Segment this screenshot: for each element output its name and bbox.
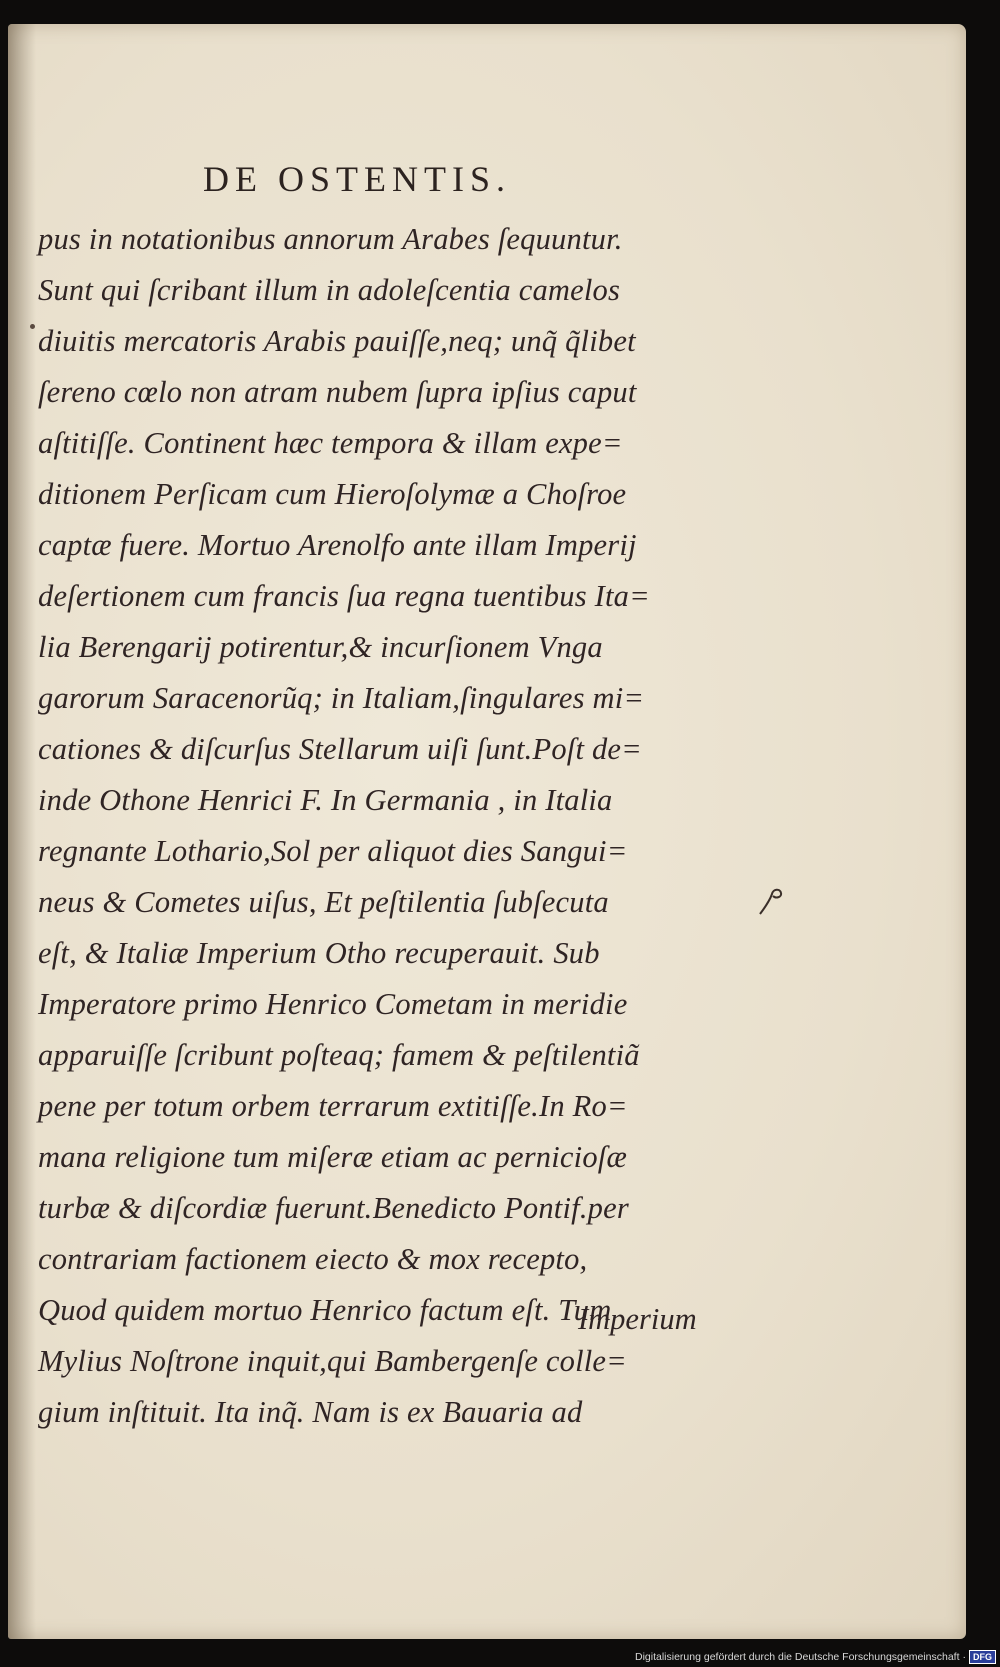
text-line: ditionem Perſicam cum Hieroſolymæ a Choſroe [38, 477, 627, 511]
text-line: inde Othone Henrici F. In Germania , in Italia [38, 783, 613, 817]
text-line: diuitis mercatoris Arabis pauiſſe,neq; unq̃ q̃libet [38, 324, 636, 358]
footer-text: Digitalisierung gefördert durch die Deutsche Forschungsgemeinschaft [634, 1651, 960, 1663]
footer-separator: · [962, 1651, 966, 1663]
running-head: DE OSTENTIS. [203, 159, 511, 199]
text-line: Sunt qui ſcribant illum in adoleſcentia camelos [38, 273, 621, 307]
dfg-logo: DFG [969, 1650, 996, 1664]
text-line: Imperatore primo Henrico Cometam in meridie [38, 987, 628, 1021]
body-text [38, 214, 728, 1438]
text-line: captæ fuere. Mortuo Arenolfo ante illam Imperij [38, 528, 637, 562]
marginal-hook-mark [756, 884, 786, 918]
text-line: deſertionem cum francis ſua regna tuentibus Ita= [38, 579, 650, 613]
text-line: pene per totum orbem terrarum extitiſſe.In Ro= [38, 1089, 628, 1123]
text-line: Mylius Noſtrone inquit,qui Bambergenſe colle= [38, 1344, 627, 1378]
text-line: aſtitiſſe. Continent hæc tempora & illam expe= [38, 426, 623, 460]
text-line: mana religione tum miſeræ etiam ac pernicioſæ [38, 1140, 627, 1174]
text-line: regnante Lothario,Sol per aliquot dies Sangui= [38, 834, 628, 868]
text-line: gium inſtituit. Ita inq̃. Nam is ex Bauaria ad [38, 1395, 583, 1429]
book-page [8, 24, 966, 1639]
text-line: Quod quidem mortuo Henrico factum eſt. Tum [38, 1293, 612, 1327]
digitization-footer [635, 1650, 996, 1664]
text-line: neus & Cometes uiſus, Et peſtilentia ſubſecuta [38, 885, 609, 919]
text-line: cationes & diſcurſus Stellarum uiſi ſunt.Poſt de= [38, 732, 642, 766]
text-line: ſereno cœlo non atram nubem ſupra ipſius caput [38, 375, 637, 409]
text-line: eſt, & Italiæ Imperium Otho recuperauit. Sub [38, 936, 600, 970]
text-line: apparuiſſe ſcribunt poſteaq; famem & peſtilentiã [38, 1038, 640, 1072]
text-line: contrariam factionem eiecto & mox recepto, [38, 1242, 588, 1276]
gutter-shadow [8, 24, 36, 1639]
catchword: Imperium [578, 1302, 697, 1336]
text-line: lia Berengarij potirentur,& incurſionem Vnga [38, 630, 603, 664]
text-line: pus in notationibus annorum Arabes ſequuntur. [38, 222, 623, 256]
text-line: turbæ & diſcordiæ fuerunt.Benedicto Pontif.per [38, 1191, 629, 1225]
margin-dot [30, 324, 35, 329]
text-line: garorum Saracenorũq; in Italiam,ſingulares mi= [38, 681, 645, 715]
